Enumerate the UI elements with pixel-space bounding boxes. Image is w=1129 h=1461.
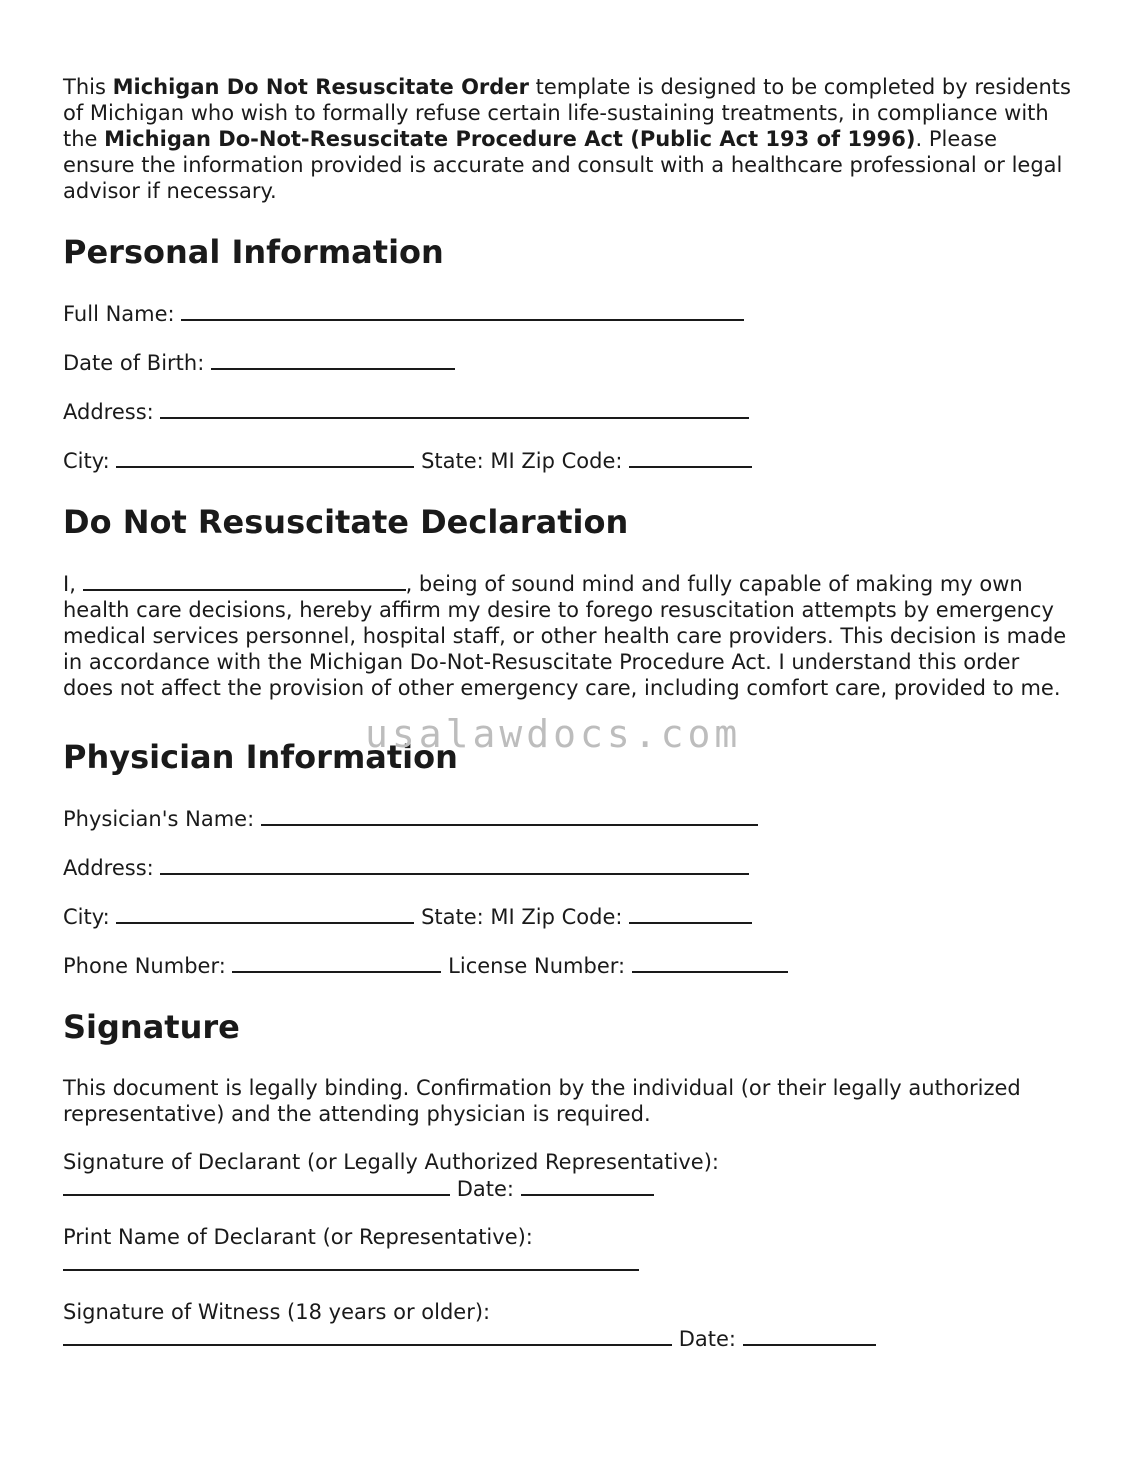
physician-name-label: Physician's Name: [63,807,255,831]
physician-city-field[interactable] [116,903,414,924]
city-field[interactable] [116,447,414,468]
declaration-heading: Do Not Resuscitate Declaration [63,503,629,541]
physician-address-field[interactable] [160,854,749,875]
state-zip-label: State: MI Zip Code: [421,449,623,473]
print-name-field[interactable] [63,1250,639,1271]
declarant-name-field[interactable] [83,570,406,591]
declarant-signature-block [63,1149,1073,1202]
zip-field[interactable] [629,447,752,468]
witness-signature-block [63,1299,1073,1352]
witness-signature-label: Signature of Witness (18 years or older): [63,1300,491,1324]
print-name-block [63,1224,1073,1277]
print-name-label: Print Name of Declarant (or Representative): [63,1225,533,1249]
full-name-label: Full Name: [63,302,175,326]
physician-name-row [63,805,1073,832]
declarant-date-field[interactable] [521,1175,654,1196]
physician-city-label: City: [63,905,110,929]
watermark-text: usalawdocs.com [365,712,742,756]
full-name-row [63,300,1073,327]
dob-row [63,349,1073,376]
signature-paragraph: This document is legally binding. Confirmation by the individual (or their legally authorized representative) and the attending physician is required. [63,1076,1021,1126]
phone-label: Phone Number: [63,954,226,978]
physician-zip-field[interactable] [629,903,752,924]
intro-paragraph: This Michigan Do Not Resuscitate Order template is designed to be completed by residents of Michigan who wish to formally refuse certain life-sustaining treatments, in compliance with the Michigan Do-Not-Resuscitate Procedure Act (Public Act 193 of 1996). Please ensure the information provided is accurate and consult with a healthcare professional or legal advisor if necessary. [63,75,1071,203]
address-label: Address: [63,400,154,424]
physician-phone-row [63,952,1073,979]
witness-signature-field[interactable] [63,1325,672,1346]
physician-address-row [63,854,1073,881]
signature-heading: Signature [63,1008,240,1046]
full-name-field[interactable] [181,300,744,321]
act-name-bold: Michigan Do-Not-Resuscitate Procedure Act (Public Act 193 of 1996) [104,127,916,151]
license-field[interactable] [632,952,788,973]
city-label: City: [63,449,110,473]
declarant-signature-field[interactable] [63,1175,450,1196]
physician-address-label: Address: [63,856,154,880]
physician-state-zip-label: State: MI Zip Code: [421,905,623,929]
physician-name-field[interactable] [261,805,758,826]
license-label: License Number: [448,954,626,978]
phone-field[interactable] [232,952,441,973]
date-label-1: Date: [456,1177,514,1201]
personal-info-heading: Personal Information [63,233,444,271]
declaration-paragraph: I, , being of sound mind and fully capable of making my own health care decisions, hereby affirm my desire to forego resuscitation attempts by emergency medical services personnel, hospital staff, or other health care providers. This decision is made in accordance with the Michigan Do-Not-Resuscitate Procedure Act. I understand this order does not affect the provision of other emergency care, including comfort care, provided to me. [63,572,1067,700]
date-label-2: Date: [678,1327,736,1351]
physician-city-row [63,903,1073,930]
form-title-bold: Michigan Do Not Resuscitate Order [112,75,529,99]
witness-date-field[interactable] [743,1325,876,1346]
address-row [63,398,1073,425]
physician-info-heading: Physician Information [63,738,458,776]
address-field[interactable] [160,398,749,419]
dob-label: Date of Birth: [63,351,205,375]
city-row [63,447,1073,474]
dob-field[interactable] [211,349,455,370]
declarant-signature-label: Signature of Declarant (or Legally Authorized Representative): [63,1150,719,1174]
